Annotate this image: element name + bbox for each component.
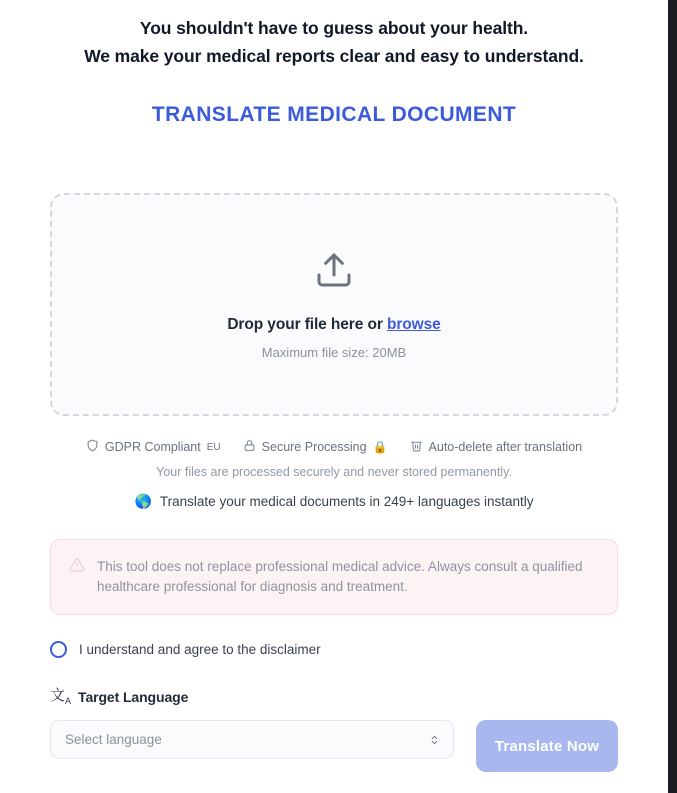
browse-link[interactable]: browse (386, 315, 441, 333)
badge-gdpr-label: GDPR Compliant (104, 440, 201, 454)
globe-icon: 🌎 (134, 493, 152, 509)
medical-disclaimer (50, 539, 618, 615)
page-title: TRANSLATE MEDICAL DOCUMENT (151, 103, 517, 126)
action-row (50, 720, 618, 772)
languages-note (50, 493, 618, 510)
badge-secure-processing (243, 439, 388, 455)
trash-icon (410, 439, 423, 455)
language-select[interactable]: Select language (50, 720, 454, 759)
lock-icon (243, 439, 256, 455)
badge-gdpr (86, 439, 221, 455)
max-file-size-note: Maximum file size: 20MB (261, 344, 407, 360)
headline-line-2: We make your medical reports clear and easy to understand. (84, 46, 584, 66)
agree-checkbox[interactable] (50, 641, 67, 658)
agree-checkbox-label: I understand and agree to the disclaimer (79, 642, 321, 657)
translate-icon: 文$_A$ (50, 687, 72, 706)
window-edge-strip (668, 0, 677, 793)
secure-storage-note: Your files are processed securely and never stored permanently. (156, 465, 512, 479)
badge-auto-delete-label: Auto-delete after translation (428, 440, 583, 454)
upload-icon (314, 250, 354, 290)
page-headline (50, 0, 618, 70)
chevron-updown-icon (429, 732, 440, 748)
trust-badges (50, 439, 618, 455)
medical-disclaimer-text: This tool does not replace professional medical advice. Always consult a qualified healthcare professional for diagnosis and treatment. (97, 559, 583, 594)
target-language-row (50, 688, 618, 706)
badge-gdpr-suffix: EU (206, 441, 221, 453)
language-select-wrapper (50, 720, 454, 759)
shield-icon (86, 439, 99, 455)
target-language-label: Target Language (78, 689, 189, 705)
disclaimer-agreement-row[interactable] (50, 641, 618, 658)
badge-secure-processing-label: Secure Processing (261, 440, 367, 454)
badge-auto-delete (410, 439, 583, 455)
dropzone-text (227, 316, 440, 334)
warning-icon (69, 557, 85, 573)
padlock-emoji-icon: 🔒 (372, 440, 388, 454)
headline-line-1: You shouldn't have to guess about your health. (139, 18, 529, 38)
file-dropzone[interactable] (50, 193, 618, 416)
dropzone-text-prefix: Drop your file here or (227, 315, 387, 333)
translate-now-button[interactable]: Translate Now (476, 720, 618, 772)
languages-note-text: Translate your medical documents in 249+ languages instantly (159, 494, 534, 509)
